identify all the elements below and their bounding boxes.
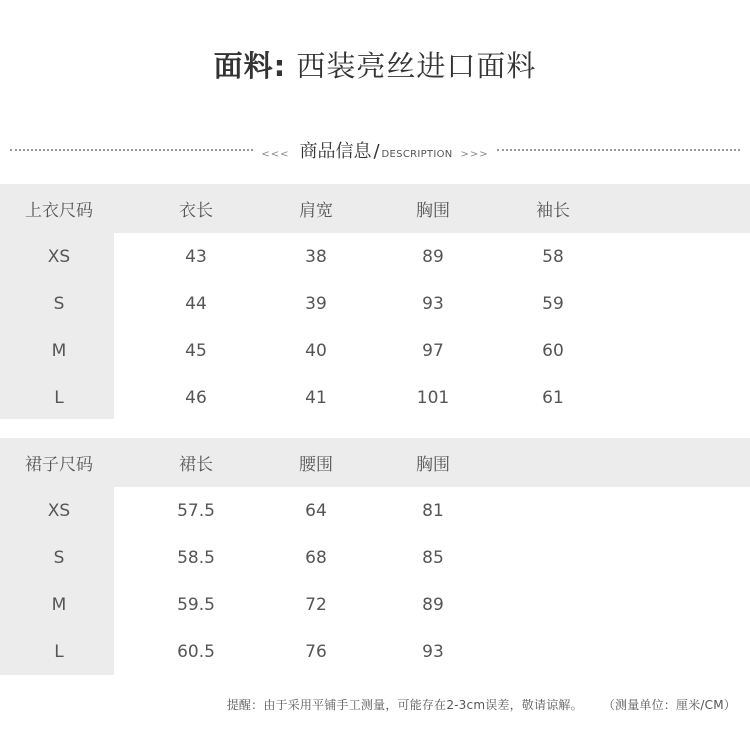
value-cell: 41 [305,387,327,408]
chevrons-right: >>> [460,149,489,160]
value-cell: 85 [422,547,444,568]
value-cell: 101 [416,387,450,408]
measurement-note [227,696,736,713]
dotted-line-right [497,149,740,151]
table-row [0,487,750,534]
size-cell: XS [47,246,71,267]
note-text: 提醒：由于采用平铺手工测量，可能存在2-3cm误差，敬请谅解。 [226,698,583,712]
header-cell: 裙子尺码 [25,455,93,475]
value-cell: 81 [422,500,444,521]
value-cell: 38 [305,246,327,267]
value-cell: 72 [305,594,327,615]
table-row [0,233,750,280]
section-title-en: DESCRIPTION [381,149,453,160]
header-cell: 肩宽 [299,201,333,221]
table-row [0,327,750,374]
top-size-table [0,184,750,421]
value-cell: 44 [185,293,207,314]
size-cell: M [51,594,67,615]
fabric-value: 西装亮丝进口面料 [296,49,537,83]
section-title-cn: 商品信息 [299,141,372,162]
value-cell: 93 [422,293,444,314]
header-cell: 上衣尺码 [25,201,93,221]
section-slash: / [373,141,380,162]
value-cell: 59.5 [177,594,215,615]
section-divider [10,138,740,162]
header-cell: 胸围 [416,455,450,475]
header-cell: 腰围 [299,455,333,475]
table-row [0,534,750,581]
dotted-line-left [10,149,253,151]
value-cell: 46 [185,387,207,408]
table-row [0,628,750,675]
size-cell: L [54,387,64,408]
value-cell: 61 [542,387,564,408]
table-row [0,374,750,421]
value-cell: 60 [542,340,564,361]
size-cell: S [53,547,65,568]
fabric-label: 面料: [213,49,287,83]
value-cell: 89 [422,594,444,615]
header-cell: 胸围 [416,201,450,221]
unit-text: （测量单位：厘米/CM） [608,698,736,712]
table-row [0,581,750,628]
skirt-table-header [0,438,750,487]
chevrons-left: <<< [261,149,290,160]
size-cell: XS [47,500,71,521]
header-cell: 衣长 [179,201,213,221]
section-heading [253,137,496,163]
value-cell: 76 [305,641,327,662]
value-cell: 59 [542,293,564,314]
skirt-size-table [0,438,750,675]
size-cell: L [54,641,64,662]
header-cell: 裙长 [179,455,213,475]
header-cell: 袖长 [536,201,570,221]
value-cell: 45 [185,340,207,361]
value-cell: 39 [305,293,327,314]
value-cell: 68 [305,547,327,568]
value-cell: 97 [422,340,444,361]
top-table-header [0,184,750,233]
value-cell: 89 [422,246,444,267]
value-cell: 58.5 [177,547,215,568]
value-cell: 64 [305,500,327,521]
table-row [0,280,750,327]
value-cell: 40 [305,340,327,361]
fabric-title [0,44,750,88]
size-cell: M [51,340,67,361]
size-cell: S [53,293,65,314]
value-cell: 93 [422,641,444,662]
value-cell: 60.5 [177,641,215,662]
value-cell: 43 [185,246,207,267]
value-cell: 58 [542,246,564,267]
value-cell: 57.5 [177,500,215,521]
